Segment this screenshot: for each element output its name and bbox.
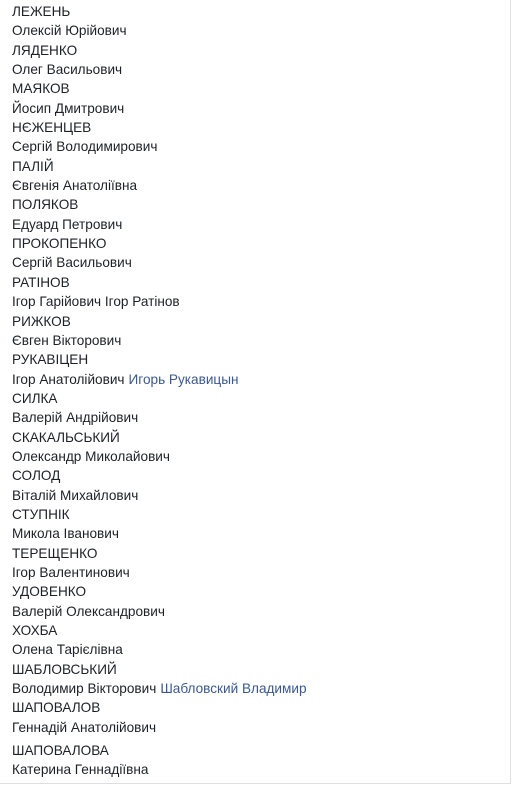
surname: УДОВЕНКО — [12, 584, 87, 600]
surname: РАТІНОВ — [12, 274, 70, 290]
surname: НЄЖЕНЦЕВ — [12, 120, 92, 136]
given-name: Микола Іванович — [12, 526, 119, 542]
surname: ЛЕЖЕНЬ — [12, 4, 71, 19]
surname: СИЛКА — [12, 390, 58, 406]
given-name: Олексій Юрійович — [12, 23, 127, 39]
given-name: Едуард Петрович — [12, 216, 123, 232]
given-name: Ігор Валентинович — [12, 564, 130, 580]
surname: ЛЯДЕНКО — [12, 42, 78, 58]
surname: ПАЛІЙ — [12, 158, 54, 174]
surname: ТЕРЕЩЕНКО — [12, 545, 98, 561]
surname: ПОЛЯКОВ — [12, 197, 79, 213]
given-name: Євген Вікторович — [12, 332, 122, 348]
given-name: Олександр Миколайович — [12, 448, 170, 464]
given-name: Олег Васильович — [12, 62, 123, 78]
given-name: Віталій Михайлович — [12, 487, 139, 503]
surname: МАЯКОВ — [12, 81, 70, 97]
given-name: Володимир Вікторович — [12, 681, 157, 697]
surname: ШАПОВАЛОВА — [12, 743, 109, 759]
surname: СКАКАЛЬСЬКИЙ — [12, 429, 120, 445]
given-name-row — [12, 370, 502, 389]
given-name: Валерій Андрійович — [12, 410, 139, 426]
name-list — [12, 2, 502, 780]
surname: ПРОКОПЕНКО — [12, 236, 107, 252]
given-name: Ігор Анатолійович — [12, 371, 125, 387]
surname: ШАБЛОВСЬКИЙ — [12, 661, 117, 677]
surname: РУКАВІЦЕН — [12, 352, 89, 368]
given-name: Валерій Олександрович — [12, 603, 165, 619]
surname: СТУПНІК — [12, 506, 70, 522]
profile-link[interactable]: Шабловский Владимир — [160, 681, 307, 697]
given-name: Катерина Геннадіївна — [12, 762, 149, 778]
surname: СОЛОД — [12, 468, 61, 484]
given-name: Сергій Васильович — [12, 255, 132, 271]
surname: ХОХБА — [12, 623, 58, 638]
given-name: Євгенія Анатоліївна — [12, 178, 138, 194]
given-name: Йосип Дмитрович — [12, 100, 125, 116]
surname: РИЖКОВ — [12, 313, 71, 329]
given-name: Олена Тарієлівна — [12, 642, 123, 658]
given-name: Сергій Володимирович — [12, 139, 158, 155]
given-name-row — [12, 679, 502, 698]
given-name: Ігор Гарійович Ігор Ратінов — [12, 294, 180, 310]
given-name: Геннадій Анатолійович — [12, 719, 157, 735]
profile-link[interactable]: Игорь Рукавицын — [128, 371, 239, 387]
surname: ШАПОВАЛОВ — [12, 700, 101, 716]
